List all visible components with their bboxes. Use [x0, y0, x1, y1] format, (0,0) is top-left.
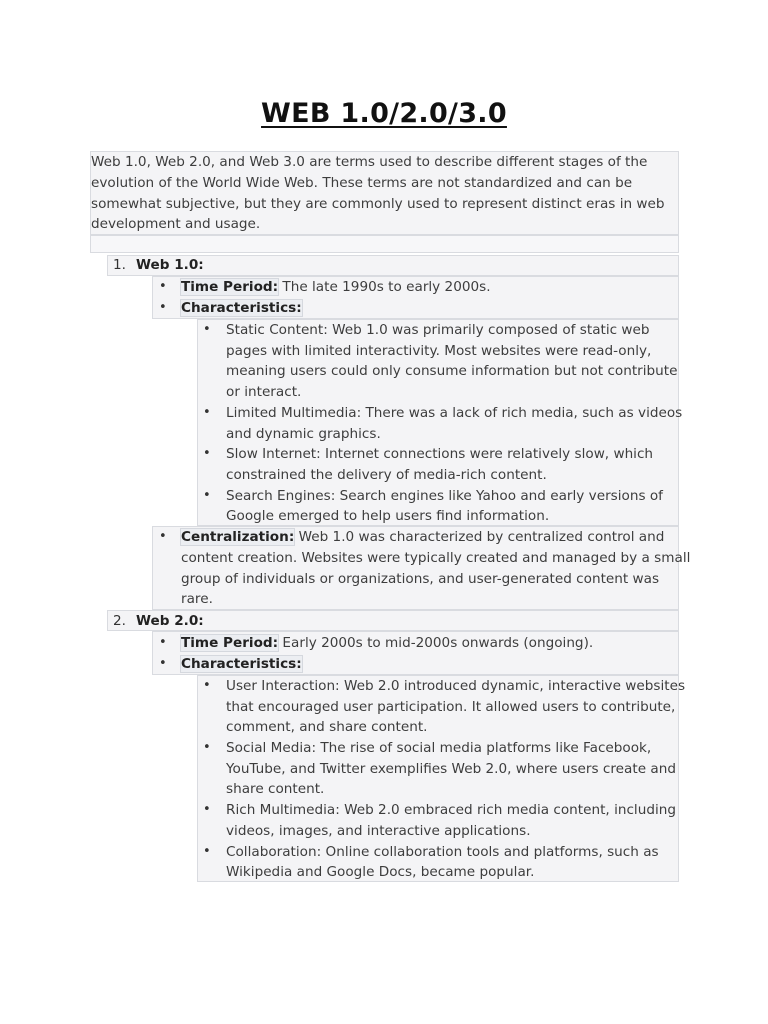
intro-line: somewhat subjective, but they are commonly used to represent distinct eras in web [91, 196, 665, 212]
bullet-icon: • [203, 322, 211, 337]
characteristic-line: share content. [226, 781, 325, 797]
bullet-icon: • [159, 300, 167, 315]
centralization-line: content creation. Websites were typically created and managed by a small [181, 550, 691, 566]
time-period-value: Early 2000s to mid-2000s onwards (ongoing). [278, 635, 594, 651]
characteristic-line: or interact. [226, 384, 302, 400]
bullet-icon: • [203, 405, 211, 420]
characteristic-line: Wikipedia and Google Docs, became popular. [226, 864, 535, 880]
characteristics-label: Characteristics: [181, 656, 302, 672]
characteristic-line: that encouraged user participation. It allowed users to contribute, [226, 699, 676, 715]
bullet-icon: • [203, 446, 211, 461]
characteristic-line: and dynamic graphics. [226, 426, 381, 442]
characteristic-line: Search Engines: Search engines like Yahoo and early versions of [226, 488, 663, 504]
bullet-icon: • [159, 529, 167, 544]
characteristic-line: Rich Multimedia: Web 2.0 embraced rich media content, including [226, 802, 676, 818]
characteristic-line: Collaboration: Online collaboration tools and platforms, such as [226, 844, 659, 860]
intro-line: development and usage. [91, 216, 261, 232]
section-2-number: 2. [113, 613, 126, 629]
centralization-line [181, 527, 664, 548]
centralization-line: group of individuals or organizations, and user-generated content was [181, 571, 660, 587]
intro-spacer-box [90, 235, 679, 253]
intro-line: evolution of the World Wide Web. These terms are not standardized and can be [91, 175, 633, 191]
characteristic-line: User Interaction: Web 2.0 introduced dynamic, interactive websites [226, 678, 686, 694]
centralization-text: Web 1.0 was characterized by centralized control and [294, 529, 665, 545]
bullet-icon: • [159, 279, 167, 294]
characteristic-line: Limited Multimedia: There was a lack of rich media, such as videos [226, 405, 683, 421]
characteristic-line: constrained the delivery of media-rich content. [226, 467, 547, 483]
time-period-value: The late 1990s to early 2000s. [278, 279, 491, 295]
characteristic-line: Google emerged to help users find information. [226, 508, 550, 524]
section-2-time-period [181, 633, 593, 654]
section-2-heading: Web 2.0: [136, 613, 204, 629]
bullet-icon: • [203, 740, 211, 755]
bullet-icon: • [159, 656, 167, 671]
time-period-label: Time Period: [181, 635, 279, 651]
section-1-heading: Web 1.0: [136, 257, 204, 273]
characteristic-line: meaning users could only consume information but not contribute [226, 363, 678, 379]
intro-line: Web 1.0, Web 2.0, and Web 3.0 are terms used to describe different stages of the [91, 154, 648, 170]
characteristic-line: pages with limited interactivity. Most websites were read-only, [226, 343, 652, 359]
bullet-icon: • [203, 678, 211, 693]
centralization-line: rare. [181, 591, 213, 607]
centralization-label: Centralization: [181, 529, 295, 545]
section-2-characteristics-label [181, 654, 302, 675]
characteristic-line: Static Content: Web 1.0 was primarily composed of static web [226, 322, 650, 338]
section-1-time-period [181, 277, 491, 298]
bullet-icon: • [203, 844, 211, 859]
characteristic-line: YouTube, and Twitter exemplifies Web 2.0, where users create and [226, 761, 676, 777]
page-title: WEB 1.0/2.0/3.0 [261, 98, 507, 129]
section-1-characteristics-label [181, 298, 302, 319]
bullet-icon: • [203, 488, 211, 503]
time-period-label: Time Period: [181, 279, 279, 295]
characteristics-label: Characteristics: [181, 300, 302, 316]
characteristic-line: comment, and share content. [226, 719, 428, 735]
characteristic-line: videos, images, and interactive applications. [226, 823, 531, 839]
characteristic-line: Social Media: The rise of social media platforms like Facebook, [226, 740, 652, 756]
characteristic-line: Slow Internet: Internet connections were relatively slow, which [226, 446, 654, 462]
bullet-icon: • [203, 802, 211, 817]
bullet-icon: • [159, 635, 167, 650]
section-1-number: 1. [113, 257, 126, 273]
